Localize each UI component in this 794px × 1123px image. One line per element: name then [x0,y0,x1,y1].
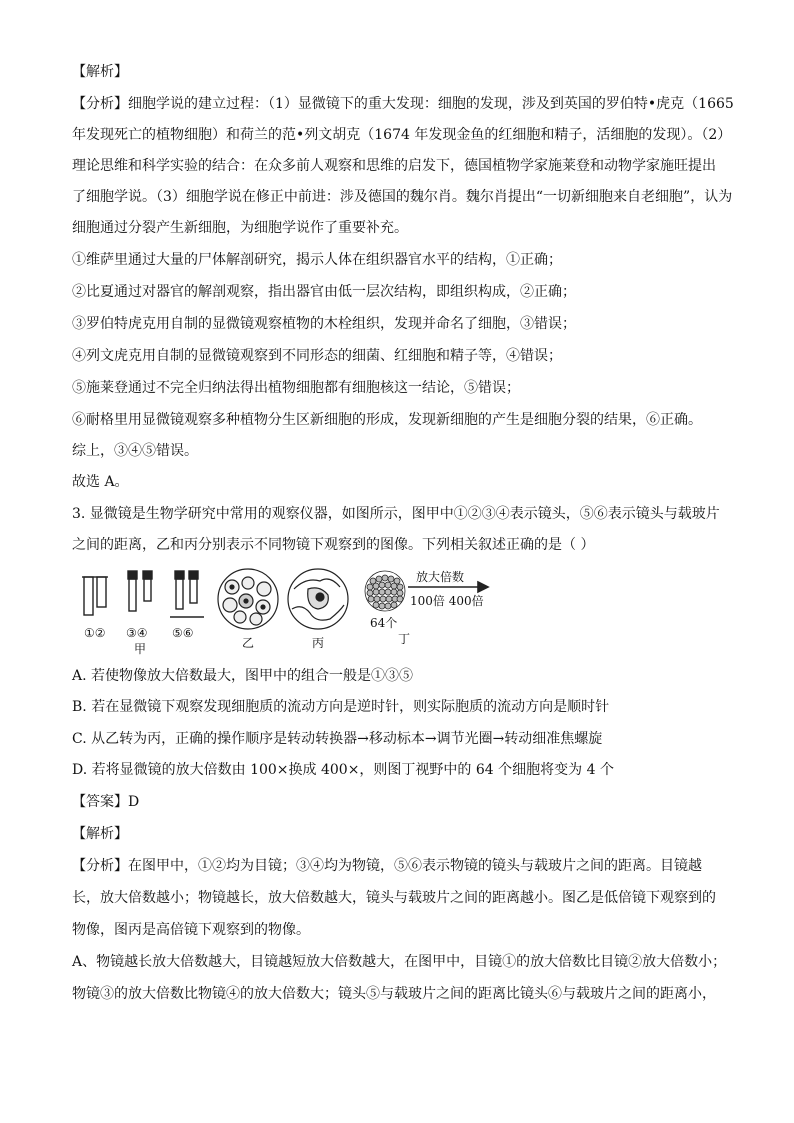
judgement-line: ①维萨里通过大量的尸体解剖研究，揭示人体在组织器官水平的结构，①正确； [72,252,562,268]
option-c: C. 从乙转为丙，正确的操作顺序是转动转换器→移动标本→调节光圈→转动细准焦螺旋 [72,731,603,747]
analysis-paragraph-line: 理论思维和科学实验的结合：在众多前人观察和思维的启发下，德国植物学家施莱登和动物学家施旺提出 [72,158,716,174]
analysis-paragraph-line: 了细胞学说。（3）细胞学说在修正中前进：涉及德国的魏尔肖。魏尔肖提出“一切新细胞来自老细胞”，认为 [72,189,733,205]
analysis2-line: 物像，图丙是高倍镜下观察到的物像。 [72,922,310,938]
option-b: B. 若在显微镜下观察发现细胞质的流动方向是逆时针，则实际胞质的流动方向是顺时针 [72,699,610,715]
question-line: 3. 显微镜是生物学研究中常用的观察仪器，如图所示，图甲中①②③④表示镜头，⑤⑥表示镜头与载玻片 [72,506,720,522]
figure-label-bing: 丙 [312,636,325,650]
figure-label-ding: 丁 [398,632,411,646]
analysis2-line: A、物镜越长放大倍数越大，目镜越短放大倍数越大，在图甲中，目镜①的放大倍数比目镜②放大倍数小； [72,954,727,970]
label-distances: ⑤⑥ [172,626,194,640]
label-eyepieces: ①② [84,626,106,640]
judgement-line: ③罗伯特虎克用自制的显微镜观察植物的木栓组织，发现并命名了细胞，③错误； [72,316,576,332]
microscope-figure [80,567,540,677]
analysis-paragraph-line: 【分析】细胞学说的建立过程：（1）显微镜下的重大发现：细胞的发现，涉及到英国的罗伯特•虎克（1665 [72,96,734,112]
analysis-paragraph-line: 年发现死亡的植物细胞）和荷兰的范•列文胡克（1674 年发现金鱼的红细胞和精子，活细胞的发现）。（2） [72,127,732,143]
high-power-view [288,569,348,629]
judgement-line: ⑤施莱登通过不完全归纳法得出植物细胞都有细胞核这一结论，⑤错误； [72,380,520,396]
analysis2-line: 物镜③的放大倍数比物镜④的放大倍数大；镜头⑤与载玻片之间的距离比镜头⑥与载玻片之间的距离小， [72,986,716,1002]
low-power-view [218,569,278,629]
eyepiece-lenses [82,577,108,615]
judgement-line: ⑥耐格里用显微镜观察多种植物分生区新细胞的形成，发现新细胞的产生是细胞分裂的结果，⑥正确。 [72,412,702,428]
analysis-heading: 【解析】 [72,64,128,80]
analysis2-line: 长，放大倍数越小；物镜越长，放大倍数越大，镜头与载玻片之间的距离越小。图乙是低倍镜下观察到的 [72,890,716,906]
option-d: D. 若将显微镜的放大倍数由 100×换成 400×，则图丁视野中的 64 个细胞将变为 4 个 [72,762,614,778]
label-objectives: ③④ [126,626,148,640]
option-a: A. 若使物像放大倍数最大，图甲中的组合一般是①③⑤ [72,668,414,684]
magnify-range: 100倍 400倍 [410,594,484,608]
analysis2-line: 【分析】在图甲中，①②均为目镜；③④均为物镜，⑤⑥表示物镜的镜头与载玻片之间的距离。目镜越 [72,858,702,874]
magnify-label: 放大倍数 [416,570,465,584]
answer-choice-line: 故选 A。 [72,474,129,490]
question-line: 之间的距离，乙和丙分别表示不同物镜下观察到的图像。下列相关叙述正确的是（ ） [72,537,595,553]
judgement-line: ②比夏通过对器官的解剖观察，指出器官由低一层次结构，即组织构成，②正确； [72,284,576,300]
analysis-paragraph-line: 细胞通过分裂产生新细胞，为细胞学说作了重要补充。 [72,220,408,236]
cell-grid-view [365,571,405,611]
answer-line: 【答案】D [72,794,140,810]
figure-label-jia: 甲 [134,642,147,656]
cell-count-label: 64个 [370,616,398,630]
objective-lenses [128,571,152,611]
summary-line: 综上，③④⑤错误。 [72,443,198,459]
figure-label-yi: 乙 [242,636,255,650]
judgement-line: ④列文虎克用自制的显微镜观察到不同形态的细菌、红细胞和精子等，④错误； [72,348,562,364]
objective-slide-distance [170,571,204,617]
analysis-heading-2: 【解析】 [72,826,128,842]
